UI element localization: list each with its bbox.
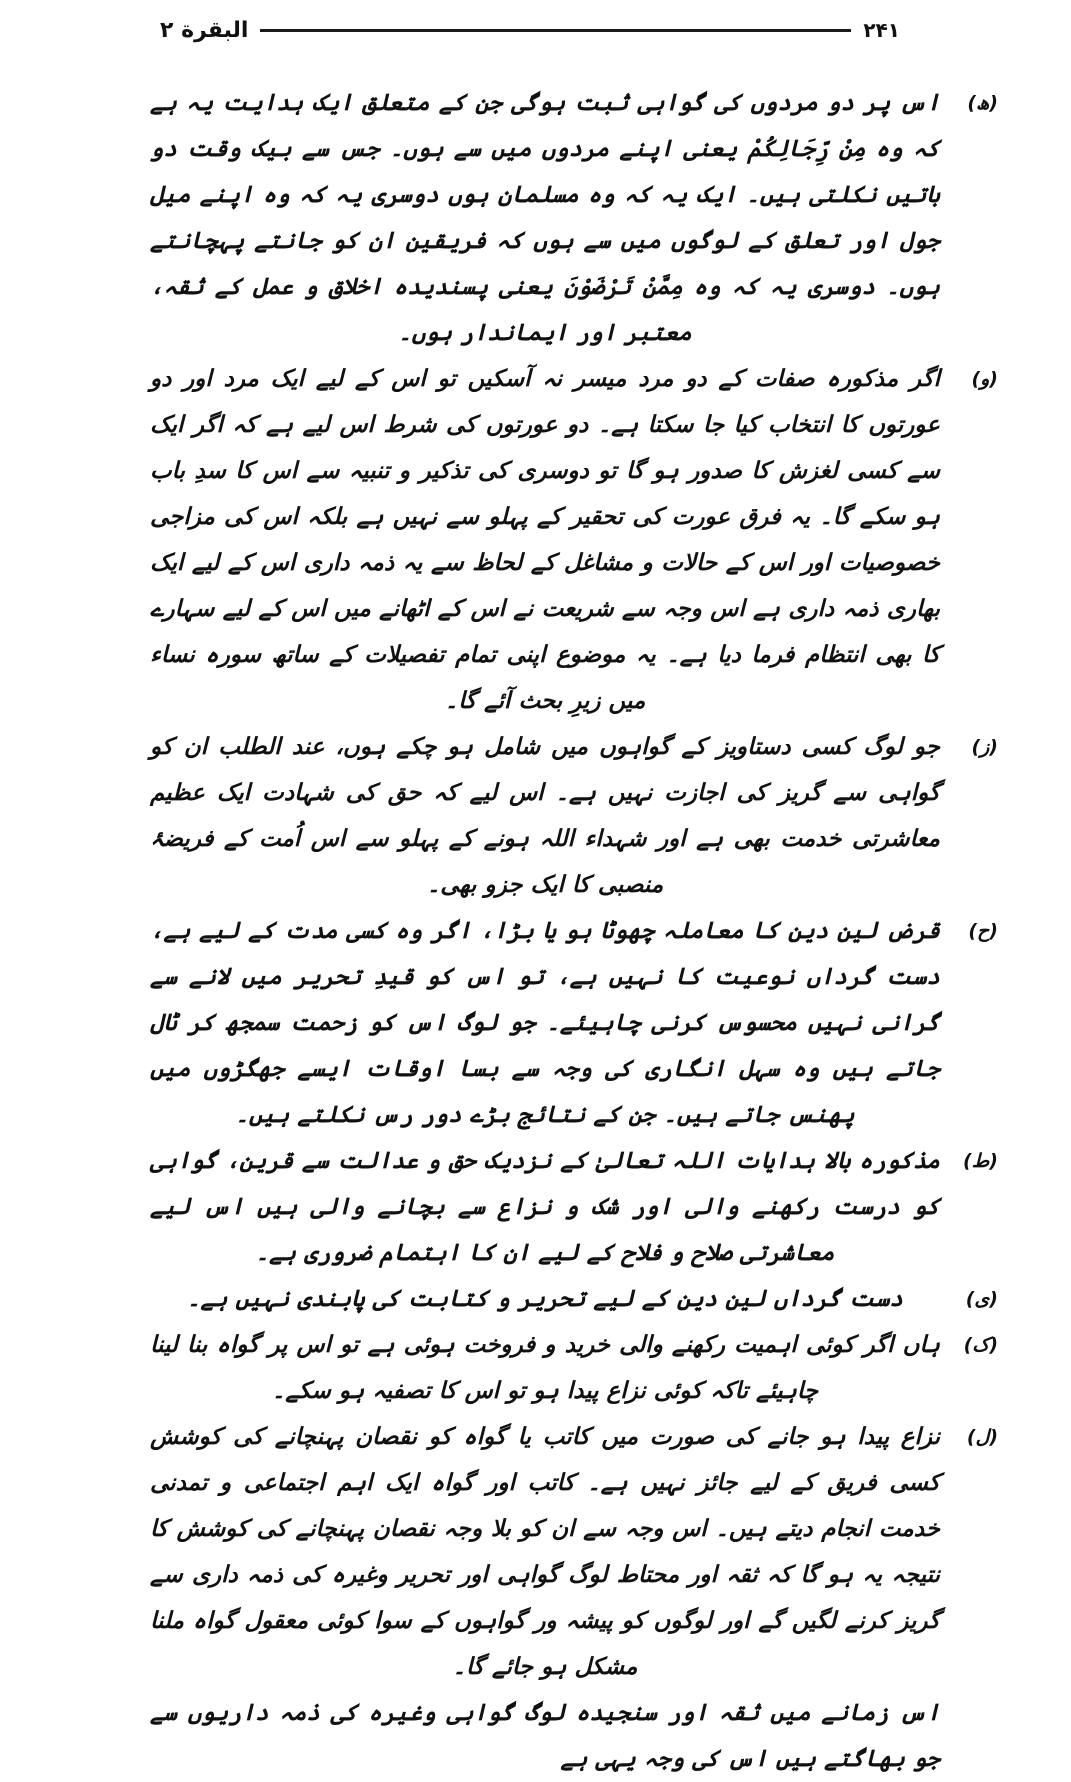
paragraph-ye bbox=[150, 1276, 998, 1322]
page-number: ۲۴۱ bbox=[863, 18, 900, 42]
paragraph-waw bbox=[150, 356, 998, 724]
paragraph-text: جو لوگ کسی دستاویز کے گواہوں میں شامل ہو چکے ہوں، عند الطلب ان کو گواہی سے گریز کی اجازت نہیں ہے۔ اس لیے کہ حق کی شہادت ایک عظیم معاشرتی خدمت بھی ہے اور شہداء اللہ ہونے کے پہلو سے اس اُمت کے فریضۂ منصبی کا ایک جزو بھی۔ bbox=[150, 734, 940, 898]
paragraph-marker: (و) bbox=[971, 368, 998, 390]
page-body bbox=[150, 80, 998, 1782]
paragraph-zay bbox=[150, 724, 998, 908]
paragraph-text: اگر مذکورہ صفات کے دو مرد میسر نہ آسکیں تو اس کے لیے ایک مرد اور دو عورتوں کا انتخاب کیا جا سکتا ہے۔ دو عورتوں کی شرط اس لیے ہے کہ اگر ایک سے کسی لغزش کا صدور ہو گا تو دوسری کی تذکیر و تنبیہ سے اس کا سدِ باب ہو سکے گا۔ یہ فرق عورت کی تحقیر کے پہلو سے نہیں ہے بلکہ اس کی مزاجی خصوصیات اور اس کے حالات و مشاغل کے لحاظ سے یہ ذمہ داری اس کے لیے ایک بھاری ذمہ داری ہے اس وجہ سے شریعت نے اس کے اٹھانے میں اس کے لیے سہارے کا بھی انتظام فرما دیا ہے۔ یہ موضوع اپنی تمام تفصیلات کے ساتھ سورہ نساء میں زیرِ بحث آئے گا۔ bbox=[150, 366, 940, 714]
paragraph-text: قرض لین دین کا معاملہ چھوٹا ہو یا بڑا، اگر وہ کسی مدت کے لیے ہے، دست گرداں نوعیت کا نہیں ہے، تو اس کو قیدِ تحریر میں لانے سے گرانی نہیں محسوس کرنی چاہیئے۔ جو لوگ اس کو زحمت سمجھ کر ٹال جاتے ہیں وہ سہل انگاری کی وجہ سے بسا اوقات ایسے جھگڑوں میں پھنس جاتے ہیں۔ جن کے نتائج بڑے دور رس نکلتے ہیں۔ bbox=[150, 918, 940, 1128]
paragraph-kaf bbox=[150, 1322, 998, 1414]
paragraph-text: مذکورہ بالا ہدایات اللہ تعالیٰ کے نزدیک حق و عدالت سے قرین، گواہی کو درست رکھنے والی اور شک و نزاع سے بچانے والی ہیں اس لیے معاشرتی صلاح و فلاح کے لیے ان کا اہتمام ضروری ہے۔ bbox=[150, 1148, 940, 1266]
paragraph-marker: (ل) bbox=[966, 1426, 998, 1448]
paragraph-marker: (ط) bbox=[963, 1150, 998, 1172]
paragraph-hay bbox=[150, 908, 998, 1138]
paragraph-text: نزاع پیدا ہو جانے کی صورت میں کاتب یا گواہ کو نقصان پہنچانے کی کوشش کسی فریق کے لیے جائز نہیں ہے۔ کاتب اور گواہ ایک اہم اجتماعی و تمدنی خدمت انجام دیتے ہیں۔ اس وجہ سے ان کو بلا وجہ نقصان پہنچانے کی کوشش کا نتیجہ یہ ہو گا کہ ثقہ اور محتاط لوگ گواہی اور تحریر وغیرہ کی ذمہ داری سے گریز کرنے لگیں گے اور لوگوں کو پیشہ ور گواہوں کے سوا کوئی معقول گواہ ملنا مشکل ہو جائے گا۔ bbox=[150, 1424, 940, 1680]
paragraph-text: دست گرداں لین دین کے لیے تحریر و کتابت کی پابندی نہیں ہے۔ bbox=[186, 1286, 903, 1312]
paragraph-text: اس پر دو مردوں کی گواہی ثبت ہوگی جن کے متعلق ایک ہدایت یہ ہے کہ وہ مِنْ رِّجَالِكُمْ یعنی اپنے مردوں میں سے ہوں۔ جس سے بیک وقت دو باتیں نکلتی ہیں۔ ایک یہ کہ وہ مسلمان ہوں دوسری یہ کہ وہ اپنے میل جول اور تعلق کے لوگوں میں سے ہوں کہ فریقین ان کو جانتے پہچانتے ہوں۔ دوسری یہ کہ وہ مِمَّنْ تَرْضَوْنَ یعنی پسندیدہ اخلاق و عمل کے ثقہ، معتبر اور ایماندار ہوں۔ bbox=[150, 90, 940, 346]
paragraph-text: ہاں اگر کوئی اہمیت رکھنے والی خرید و فروخت ہوئی ہے تو اس پر گواہ بنا لینا چاہیئے تاکہ کوئی نزاع پیدا ہو تو اس کا تصفیہ ہو سکے۔ bbox=[150, 1332, 940, 1404]
paragraph-text: اس زمانے میں ثقہ اور سنجیدہ لوگ گواہی وغیرہ کی ذمہ داریوں سے جو بھاگتے ہیں اس کی وجہ یہی ہے bbox=[150, 1700, 940, 1772]
paragraph-marker: (ھ) bbox=[967, 92, 998, 114]
surah-title: البقرة ۲ bbox=[160, 17, 249, 43]
paragraph-lam bbox=[150, 1414, 998, 1690]
paragraph-continuation bbox=[150, 1690, 940, 1782]
paragraph-he bbox=[150, 80, 998, 356]
paragraph-marker: (ک) bbox=[963, 1334, 998, 1356]
paragraph-marker: (ز) bbox=[971, 736, 998, 758]
paragraph-marker: (ی) bbox=[965, 1288, 998, 1310]
header-rule bbox=[260, 29, 851, 32]
paragraph-toe bbox=[150, 1138, 998, 1276]
running-header bbox=[160, 14, 900, 46]
paragraph-marker: (ح) bbox=[968, 920, 998, 942]
